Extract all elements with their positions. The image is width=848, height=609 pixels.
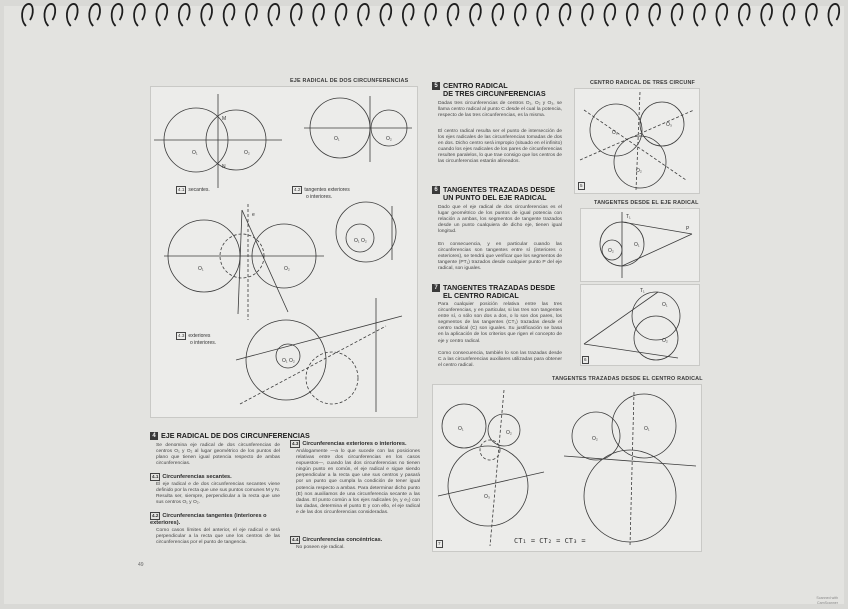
section-5-paragraph-2: El centro radical resulta ser el punto de intersección de los ejes radicales de las circunferencias tomadas de dos en dos. Dicho centro será impropio (situado en el infinito) cuando los ejes radicales de los pares de circunferencias resulten paralelos, lo que trae consigo que los centros de las circunferencias estarán alineados. (438, 129, 562, 165)
label-o1-j: O₁ (644, 426, 650, 432)
fig-7-number: 7 (438, 541, 441, 546)
section-4-2-text: Como casos límites del anterior, el eje radical e será perpendicular a la recta que une los centros de las circunferencias por el punto de tangencia. (156, 528, 280, 546)
section-4-4-text: No poseen eje radical. (296, 545, 345, 550)
spiral-ring (313, 4, 324, 26)
label-m: M (222, 116, 227, 122)
label-o1o2-c: O₁ O₂ (354, 238, 367, 244)
section-7-paragraph-2: Como consecuencia, también lo son las trazadas desde C a las circunferencias auxiliares utilizadas para obtener el centro radical. (438, 351, 562, 369)
fig-4-2-tangentes-interiores (330, 200, 416, 266)
label-t1-g: T₁ (626, 214, 631, 220)
spiral-ring (448, 4, 459, 26)
spiral-ring (425, 4, 436, 26)
spiral-ring (828, 4, 839, 26)
label-o2-f: O₂ (636, 168, 642, 174)
section-5-heading: 5 CENTRO RADICAL DE TRES CIRCUNFERENCIAS (432, 82, 582, 98)
spiral-ring (403, 4, 414, 26)
label-o2-i: O₂ (506, 430, 512, 436)
camscanner-watermark: Scanned with CamScanner (816, 596, 838, 605)
section-4-3-text: Análogamente —a lo que sucede con las posiciones relativas entre dos circunferencias en los casos expuestos—, cuando las dos circunferencias no tienen ningún punto en común, el eje radical e sigue siendo perpendicular a la recta que une sus centros y pasará por un punto que cumpla la condición de tener igual potencia respecto a ambas. Para determinar dicho punto (E) nos auxiliamos de una circunferencia secante a las dadas. El punto común a los ejes radicales (e₁ y e₂) con las dadas, determina el punto E y con ello, el eje radical e de las dos circunferencias consideradas. (296, 449, 420, 515)
spiral-ring (560, 4, 571, 26)
section-4-1-text: El eje radical e de dos circunferencias secantes viene definido por la recta que une sus puntos comunes M y N. Resulta ser, siempre, perpendicular a la recta que une sus centros O₁ y O₂. (156, 482, 280, 506)
spiral-ring (806, 4, 817, 26)
label-e-d: e (252, 212, 255, 218)
label-o1-i: O₁ (458, 426, 464, 432)
centro-radical-figure-title: CENTRO RADICAL DE TRES CIRCUNF (590, 80, 696, 86)
spiral-ring (649, 4, 660, 26)
section-5-paragraph-1: Dadas tres circunferencias de centros O₁, O₂ y O₃, se llama centro radical al punto C desde el cual la potencia, respecto de las tres circunferencias, es la misma. (438, 101, 562, 119)
label-o1o2-e: O₁ O₂ (282, 358, 295, 364)
label-o3-i: O₃ (484, 494, 490, 500)
spiral-ring (515, 4, 526, 26)
section-4-3-heading: 4.3 Circunferencias exteriores o interiores. (292, 441, 407, 447)
fig-6-tangentes-eje (582, 210, 698, 280)
spiral-ring (246, 4, 257, 26)
fig-4-3-interiores (236, 296, 406, 414)
section-4-1-heading: 4.1 Circunferencias secantes. (152, 474, 232, 480)
spiral-ring (22, 4, 33, 26)
spiral-ring (604, 4, 615, 26)
spiral-ring (582, 4, 593, 26)
page-number: 49 (138, 562, 144, 568)
spiral-ring (761, 4, 772, 26)
label-n: N (222, 164, 226, 170)
section-4-heading: 4 EJE RADICAL DE DOS CIRCUNFERENCIAS (150, 432, 410, 440)
textbook-page (4, 6, 844, 604)
spiral-ring (112, 4, 123, 26)
spiral-ring (224, 4, 235, 26)
label-o2-d: O₂ (284, 266, 290, 272)
fig-4-1-secantes (154, 90, 284, 190)
spiral-ring (537, 4, 548, 26)
spiral-ring (492, 4, 503, 26)
spiral-ring (336, 4, 347, 26)
label-o2-j: O₂ (592, 436, 598, 442)
label-t1-h: T₁ (640, 288, 645, 294)
spiral-ring (694, 4, 705, 26)
label-o2: O₂ (244, 150, 250, 156)
spiral-ring (470, 4, 481, 26)
spiral-ring (358, 4, 369, 26)
spiral-ring (739, 4, 750, 26)
spiral-ring (201, 4, 212, 26)
fig-6-number: 6 (584, 357, 587, 362)
fig-5-number: 5 (580, 183, 583, 188)
caption-4-3: 4.3 exteriores o interiores. (178, 333, 217, 346)
fig-4-2-tangentes-exteriores (304, 94, 414, 164)
section-4-intro: Se denomina eje radical de dos circunferencias de centros O₁ y O₂ al lugar geométrico de los puntos del plano que tienen igual potencia respecto de ambas circunferencias. (156, 443, 280, 467)
label-o2-b: O₂ (386, 136, 392, 142)
fig-5-centro-radical (576, 90, 698, 192)
spiral-ring (67, 4, 78, 26)
section-4-2-heading: 4.2 Circunferencias tangentes (interiores o exteriores). (150, 513, 267, 527)
fig-7-tangentes-centro (434, 386, 700, 550)
caption-4-2: 4.2 tangentes exteriores o interiores. (294, 187, 350, 200)
label-o1-d: O₁ (198, 266, 204, 272)
spiral-ring (716, 4, 727, 26)
label-o3-f: O₃ (666, 122, 672, 128)
label-o1-h: O₁ (662, 302, 668, 308)
label-o1: O₁ (192, 150, 198, 156)
spiral-ring (89, 4, 100, 26)
label-o1-g: O₁ (634, 242, 640, 248)
spiral-ring (268, 4, 279, 26)
spiral-binding (0, 0, 848, 30)
section-6-heading: 6 TANGENTES TRAZADAS DESDE UN PUNTO DEL EJE RADICAL (432, 186, 582, 202)
tangentes-centro-figure-title: TANGENTES TRAZADAS DESDE EL CENTRO RADICAL (552, 376, 703, 382)
section-7-heading: 7 TANGENTES TRAZADAS DESDE EL CENTRO RADICAL (432, 284, 582, 300)
spiral-ring (380, 4, 391, 26)
spiral-ring (672, 4, 683, 26)
spiral-ring (44, 4, 55, 26)
spiral-ring (784, 4, 795, 26)
spiral-ring (179, 4, 190, 26)
spiral-ring (627, 4, 638, 26)
label-p-g: P (686, 226, 690, 232)
caption-4-1: 4.1 secantes. (178, 187, 210, 193)
eje-radical-figure-title: EJE RADICAL DE DOS CIRCUNFERENCIAS (290, 78, 409, 84)
ct-formula: CT₁ = CT₂ = CT₃ = (514, 537, 586, 545)
spiral-ring (134, 4, 145, 26)
spiral-ring (156, 4, 167, 26)
section-7-paragraph-1: Para cualquier posición relativa entre las tres circunferencias, y en particular, si las tres son tangentes entre sí, o sólo son dos a dos, o lo son dos pares, los segmentos de las tangentes (CT₁) trazadas desde el centro radical (C) son iguales. Su justificación se basa en la aplicación de los criterios que rigen el concepto de eje y centro radical. (438, 302, 562, 344)
label-o2-g: O₂ (608, 248, 614, 254)
label-o1-b: O₁ (334, 136, 340, 142)
section-6-paragraph-1: Dado que el eje radical de dos circunferencias es el lugar geométrico de los puntos de igual potencia con relación a ambas, los segmentos de tangente trazados desde un punto cualquiera de dicho eje, tienen igual longitud. (438, 205, 562, 235)
label-o2-h: O₂ (662, 338, 668, 344)
label-o1-f: O₁ (612, 130, 618, 136)
spiral-ring (291, 4, 302, 26)
section-6-paragraph-2: En consecuencia, y en particular cuando las circunferencias son tangentes entre sí (interiores o exteriores), se tendrá que verificar que los segmentos de tangente (PT₁) trazados desde cualquier punto P del eje radical, son iguales. (438, 242, 562, 272)
section-4-4-heading: 4.4 Circunferencias concéntricas. (292, 537, 383, 543)
tangentes-eje-figure-title: TANGENTES DESDE EL EJE RADICAL (594, 200, 699, 206)
fig-6-tangentes-interiores (582, 286, 698, 364)
